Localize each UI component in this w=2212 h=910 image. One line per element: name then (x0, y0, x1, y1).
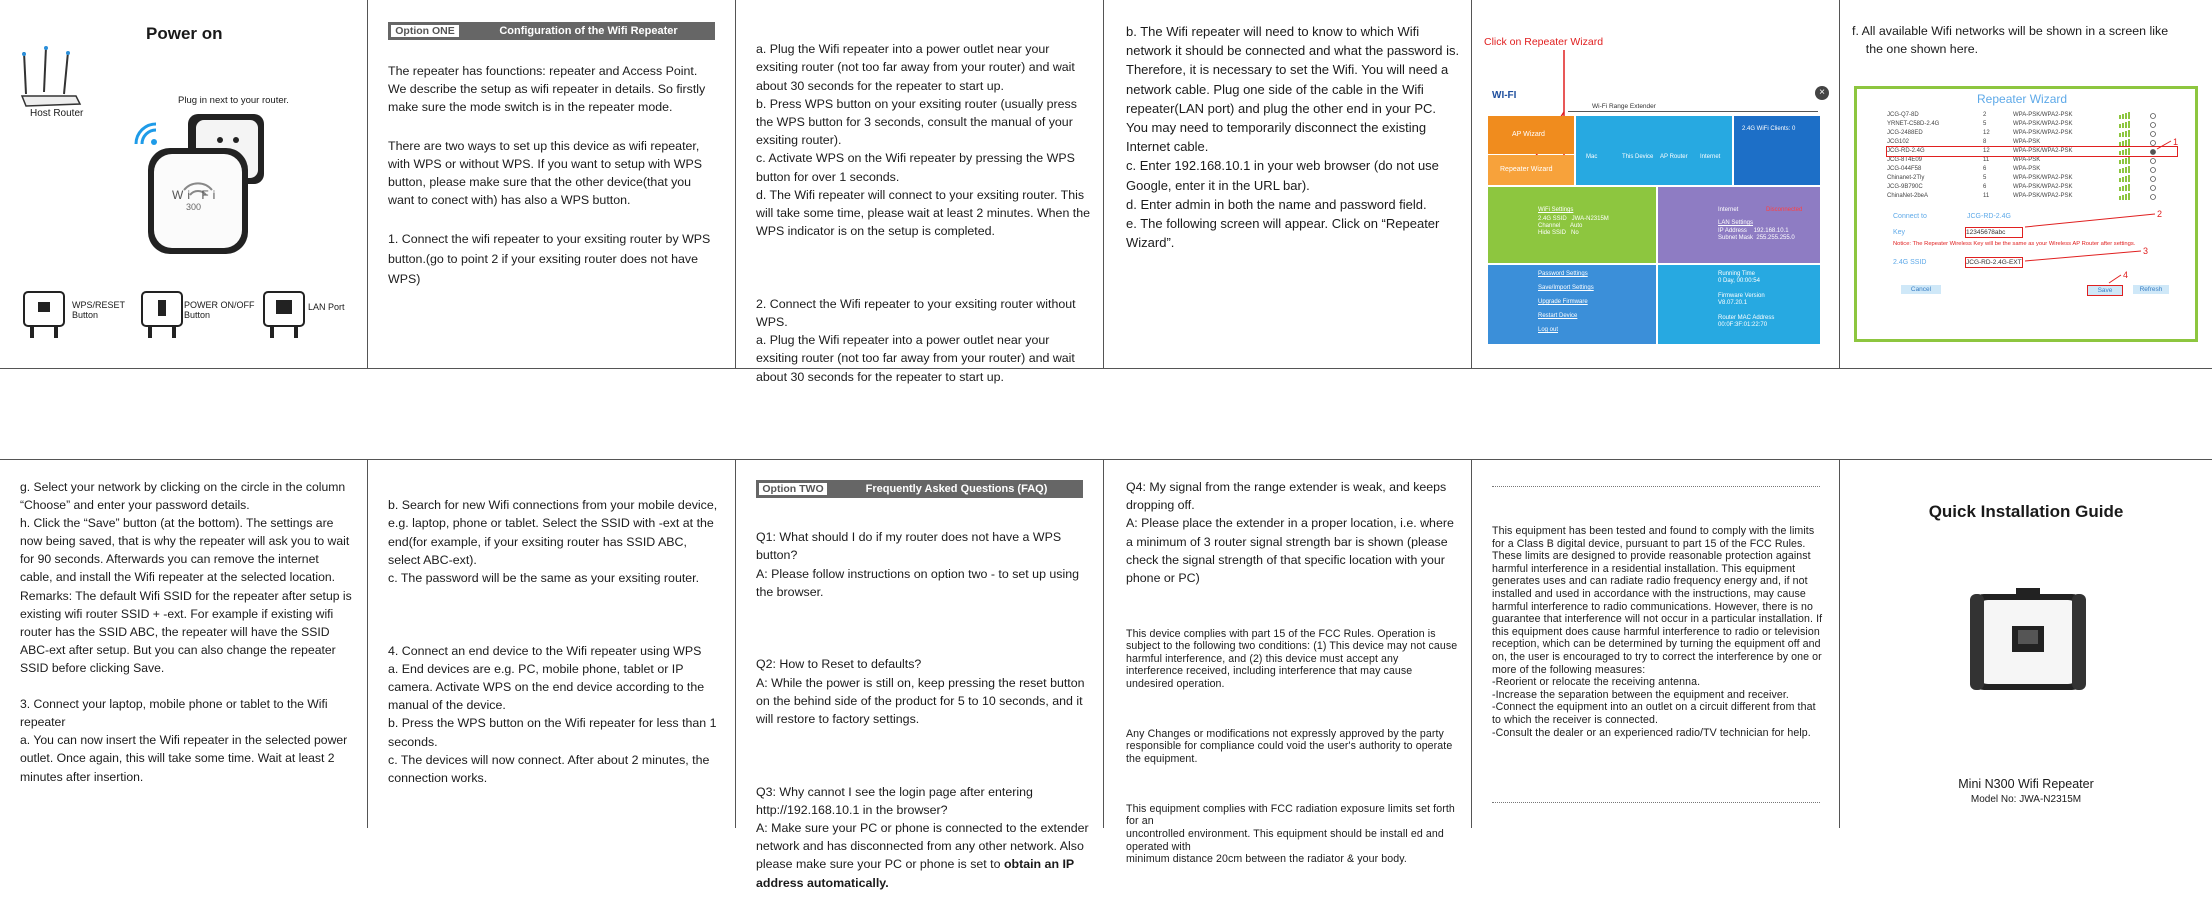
panel-faq (736, 459, 1104, 890)
fcc-part15: This device complies with part 15 of the FCC Rules. Operation is subject to the following two conditions: (1) This device may not cause harmful interference, and (2) this device must accept any interference received, including interference that may cause undesired operation. (1126, 627, 1458, 690)
panel-q4-fcc (1104, 459, 1472, 866)
divider (1492, 802, 1820, 803)
ssid-input[interactable]: JCG-RD-2.4G-EXT (1966, 259, 2022, 266)
wps-steps-body (756, 22, 1090, 404)
panel-save-and-connect (0, 459, 368, 828)
panel-dashboard-screenshot (1472, 0, 1840, 369)
intro-paragraph: The repeater has founctions: repeater and Access Point. We describe the setup as wifi repeater in details. So firstly make sure the mode switch is in the repeater mode. (388, 64, 706, 115)
cancel-button[interactable]: Cancel (1901, 285, 1941, 294)
wps-steps-a-d: a. Plug the Wifi repeater into a power outlet near your exsiting router (not too far away from your router) and wait about 30 seconds for the repeater to start up. b. Press WPS button on your exsiting router (usually press the WPS button for 3 seconds, consult the manual of your exsiting router). c. Activate WPS on the Wifi repeater by pressing the WPS button for over 1 seconds. d. The Wifi repeater will connect to your exsiting router. This will take some time, please wait at least 2 minutes. When the WPS indicator is on the setup is completed. (756, 42, 1091, 239)
connect-to-value: JCG-RD-2.4G (1967, 213, 2011, 220)
model-number: Model No: JWA-N2315M (1970, 794, 2082, 805)
wps-reset-label: WPS/RESET Button (72, 300, 126, 320)
save-connect-body: g. Select your network by clicking on the circle in the column “Choose” and enter your password details. h. Click the “Save” button (at the bottom). The settings are now being saved, that is why the repeater will ask you to wait for 90 seconds. Afterwards you can remove the internet cable, and install the Wifi repeater at the selected location. Remarks: The default Wifi SSID for the repeater after setup is existing wifi router SSID + -ext. For example if existing wifi router has the SSID ABC, the repeater will have the SSID ABC-ext after setup. But you can also change the repeater SSID before clicking Save. 3. Connect your laptop, mobile phone or tablet to the Wifi repeater a. You can now insert the Wifi repeater in the selected power outlet. Once again, this will take some time. Wait at least 2 minutes after insertion. (20, 480, 352, 784)
network-row[interactable]: JCG-8T4E09 11 WPA-PSK (1887, 157, 2041, 163)
without-wps-steps: 2. Connect the Wifi repeater to your exsiting router without WPS. a. Plug the Wifi repeater into a power outlet near your exsiting router (not too far away from your router) and wait about 30 seconds for the repeater to start up. (756, 296, 1076, 384)
power-on-title: Power on (146, 24, 223, 43)
brand-logo: WI-FI (1492, 90, 1517, 101)
ssid-label: 2.4G SSID (1893, 259, 1927, 266)
option-one-header (388, 22, 715, 40)
faq-title: Frequently Asked Questions (FAQ) (865, 483, 1048, 495)
power-button-label: POWER ON/OFF Button (184, 300, 255, 320)
faq-q4: Q4: My signal from the range extender is weak, and keeps dropping off. A: Please place the extender in a proper location, i.e. where a minimum of 3 router signal strength bar is shown (please check the signal strength of that specific location with your phone or PC) (1126, 480, 1454, 586)
wifi-settings-tile[interactable]: WiFi Settings 2.4G SSID JWA-N2315M Channel Auto Hide SSID No (1488, 187, 1656, 263)
faq-q2: Q2: How to Reset to defaults? A: While the power is still on, keep pressing the reset button on the behind side of the product for 5 to 10 seconds, and it will restore to factory settings. (756, 657, 1085, 727)
network-row[interactable]: ChinaNet-2beA 11 WPA-PSK/WPA2-PSK (1887, 193, 2073, 199)
lan-port-label: LAN Port (308, 302, 345, 312)
network-row[interactable]: Chinanet-2Tly 5 WPA-PSK/WPA2-PSK (1887, 175, 2073, 181)
network-list-intro: f. All available Wifi networks will be shown in a screen like the one shown here. (1852, 24, 2169, 57)
status-tile: Running Time 0 Day, 00:00:54 Firmware Version V8.07.20.1 Router MAC Address 00:0F:3F:01:22:70 (1658, 265, 1820, 344)
two-ways-paragraph: There are two ways to set up this device as wifi repeater, with WPS or without WPS. If you want to setup with WPS button, please make sure that the other device(that you want to conect with) has also a WPS button. (388, 138, 703, 208)
menu-restart-device[interactable]: Restart Device (1538, 313, 1578, 319)
wps-end-device-steps: 4. Connect an end device to the Wifi repeater using WPS a. End devices are e.g. PC, mobile phone, tablet or IP camera. Activate WPS on the end device according to the manual of the device. b. Press the WPS button on the Wifi repeater for less than 1 seconds. c. The devices will now connect. After about 2 minutes, the connection works. (388, 643, 717, 786)
fcc-class-b-text: This equipment has been tested and found to comply with the limits for a Class B digital device, pursuant to part 15 of the FCC Rules. These limits are designed to provide reasonable protection against harmful interference in a residential installation. This equipment generates uses and can radiate radio frequency energy and, if not installed and used in accordance with the instructions, may cause harmful interference to radio communications. However, there is no guarantee that interference will not occur in a particular installation. If this equipment does cause harmful interference to radio or television reception, which can be determined by turning the equipment off and on, the user is encouraged to try to correct the interference by one or more of the following measures: -Reorient or relocate the receiving antenna. -Increase the separation between the equipment and receiver. -Connect the equipment into an outlet on a circuit different from that to which the receiver is connected. -Consult the dealer or an experienced radio/TV technician for help. (1492, 525, 1823, 739)
menu-upgrade-firmware[interactable]: Upgrade Firmware (1538, 299, 1588, 305)
repeater-product-image (1966, 588, 2090, 692)
option-one-title: Configuration of the Wifi Repeater (499, 25, 678, 37)
faq-q3-bold: obtain an IP address automatically. (756, 857, 1074, 890)
panel-repeater-wizard (1840, 0, 2212, 369)
ap-wizard-button[interactable]: AP Wizard (1488, 116, 1574, 154)
range-extender-title: Wi-Fi Range Extender (1592, 103, 1656, 110)
marker-4: 4 (2123, 270, 2129, 280)
search-wifi-steps: b. Search for new Wifi connections from your mobile device, e.g. laptop, phone or tablet. Select the SSID with -ext at the end(for example, if your exsiting router has SSID ABC, select ABC-ext). c. The password will be the same as your exsiting router. (388, 498, 718, 586)
marker-arrows (1857, 89, 2195, 339)
option-one-tag: Option ONE (390, 24, 460, 38)
panel-wps-steps (736, 0, 1104, 384)
menu-log-out[interactable]: Log out (1538, 327, 1559, 333)
power-button-icon (140, 290, 184, 340)
key-label: Key (1893, 229, 1906, 236)
divider (1492, 486, 1820, 487)
connect-to-label: Connect to (1893, 213, 1927, 220)
panel-fcc-statement (1472, 459, 1840, 828)
key-input[interactable]: 12345678abc (1965, 227, 2023, 238)
host-router-label: Host Router (30, 108, 84, 119)
internet-tile[interactable]: Internet Disconnected LAN Settings IP Address 192.168.10.1 Subnet Mask 255.255.255.0 (1658, 187, 1820, 263)
click-repeater-note: Click on Repeater Wizard (1484, 36, 1604, 48)
network-row[interactable]: JCG-044F58 6 WPA-PSK (1887, 166, 2041, 172)
network-row[interactable]: JCG102 8 WPA-PSK (1887, 139, 2041, 145)
device-logo-wifi: Wi Fi (172, 188, 220, 202)
network-row[interactable]: JCG-2488ED 12 WPA-PSK/WPA2-PSK (1887, 130, 2073, 136)
save-button[interactable]: Save (2087, 285, 2123, 296)
router-icon (18, 42, 84, 112)
menu-password-settings[interactable]: Password Settings (1538, 271, 1588, 277)
fcc-radiation: This equipment complies with FCC radiation exposure limits set forth for an uncontrolled environment. This equipment should be install ed and operated with minimum distance 20cm between the radiator & your body. (1126, 802, 1455, 866)
wps-button-icon (22, 290, 66, 340)
network-row[interactable]: JCG-Q7-8D 2 WPA-PSK/WPA2-PSK (1887, 112, 2073, 118)
option-one-body (388, 62, 718, 289)
browser-setup-body: b. The Wifi repeater will need to know to which Wifi network it should be connected and what the password is. Therefore, it is necessary to set the Wifi. You will need a network cable. Plug one side of the cable in the Wifi repeater(LAN port) and plug the other end in your PC. You may need to temporarily disconnect the existing Internet cable. c. Enter 192.168.10.1 in your web browser (do not use Google, enter it in the URL bar). d. Enter admin in both the name and password field. e. The following screen will appear. Click on “Repeater Wizard”. (1126, 24, 1460, 251)
menu-save-import[interactable]: Save/Import Settings (1538, 285, 1594, 291)
lan-port-icon (262, 290, 306, 340)
product-name: Mini N300 Wifi Repeater (1958, 777, 2094, 791)
panel-power-on (0, 0, 368, 369)
fcc-body (1126, 615, 1458, 878)
wizard-window (1854, 86, 2198, 342)
end-devices-body (388, 478, 722, 805)
fcc-changes: Any Changes or modifications not expressly approved by the party responsible for compliance could void the user's authority to operate the equipment. (1126, 727, 1453, 765)
network-row-selected[interactable]: JCG-RD-2.4G 12 WPA-PSK/WPA2-PSK (1887, 147, 2177, 156)
faq-body (756, 510, 1090, 910)
key-notice: Notice: The Repeater Wireless Key will be the same as your Wireless AP Router after settings. (1893, 241, 2136, 247)
faq-q1: Q1: What should I do if my router does not have a WPS button? A: Please follow instructions on option two - to set up using the browser. (756, 530, 1080, 599)
marker-2: 2 (2157, 209, 2163, 219)
marker-1: 1 (2173, 137, 2179, 147)
device-logo-model: 300 (186, 202, 202, 212)
repeater-wizard-button[interactable]: Repeater Wizard (1488, 155, 1574, 185)
repeater-device-image (140, 110, 270, 260)
option-two-tag: Option TWO (758, 482, 828, 496)
close-icon[interactable]: × (1815, 86, 1829, 100)
step1-paragraph: 1. Connect the wifi repeater to your exsiting router by WPS button.(go to point 2 if your exsiting router does not have WPS) (388, 232, 711, 287)
panel-browser-setup (1104, 0, 1472, 369)
panel-end-devices (368, 459, 736, 828)
refresh-button[interactable]: Refresh (2133, 285, 2169, 294)
network-row[interactable]: YRNET-C58D-2.4G 5 WPA-PSK/WPA2-PSK (1887, 121, 2073, 127)
network-topology: Mac This Device AP Router Internet (1576, 116, 1732, 185)
settings-menu-tile (1488, 265, 1656, 344)
panel-option-one (368, 0, 736, 369)
marker-3: 3 (2143, 246, 2149, 256)
panel-cover (1840, 459, 2212, 828)
guide-title: Quick Installation Guide (1928, 502, 2124, 521)
faq-header (756, 480, 1083, 498)
wizard-title: Repeater Wizard (1977, 92, 2068, 106)
clients-tile: 2.4G WiFi Clients: 0 (1734, 116, 1820, 185)
network-row[interactable]: JCG-9B790C 6 WPA-PSK/WPA2-PSK (1887, 184, 2073, 190)
plug-note: Plug in next to your router. (178, 95, 289, 106)
faq-q3: Q3: Why cannot I see the login page after entering http://192.168.10.1 in the browser? A: Make sure your PC or phone is connected to the extender network and has disconnected from any other network. Also please make sure your PC or phone is set to obtain an IP address automatically. (756, 784, 1089, 890)
